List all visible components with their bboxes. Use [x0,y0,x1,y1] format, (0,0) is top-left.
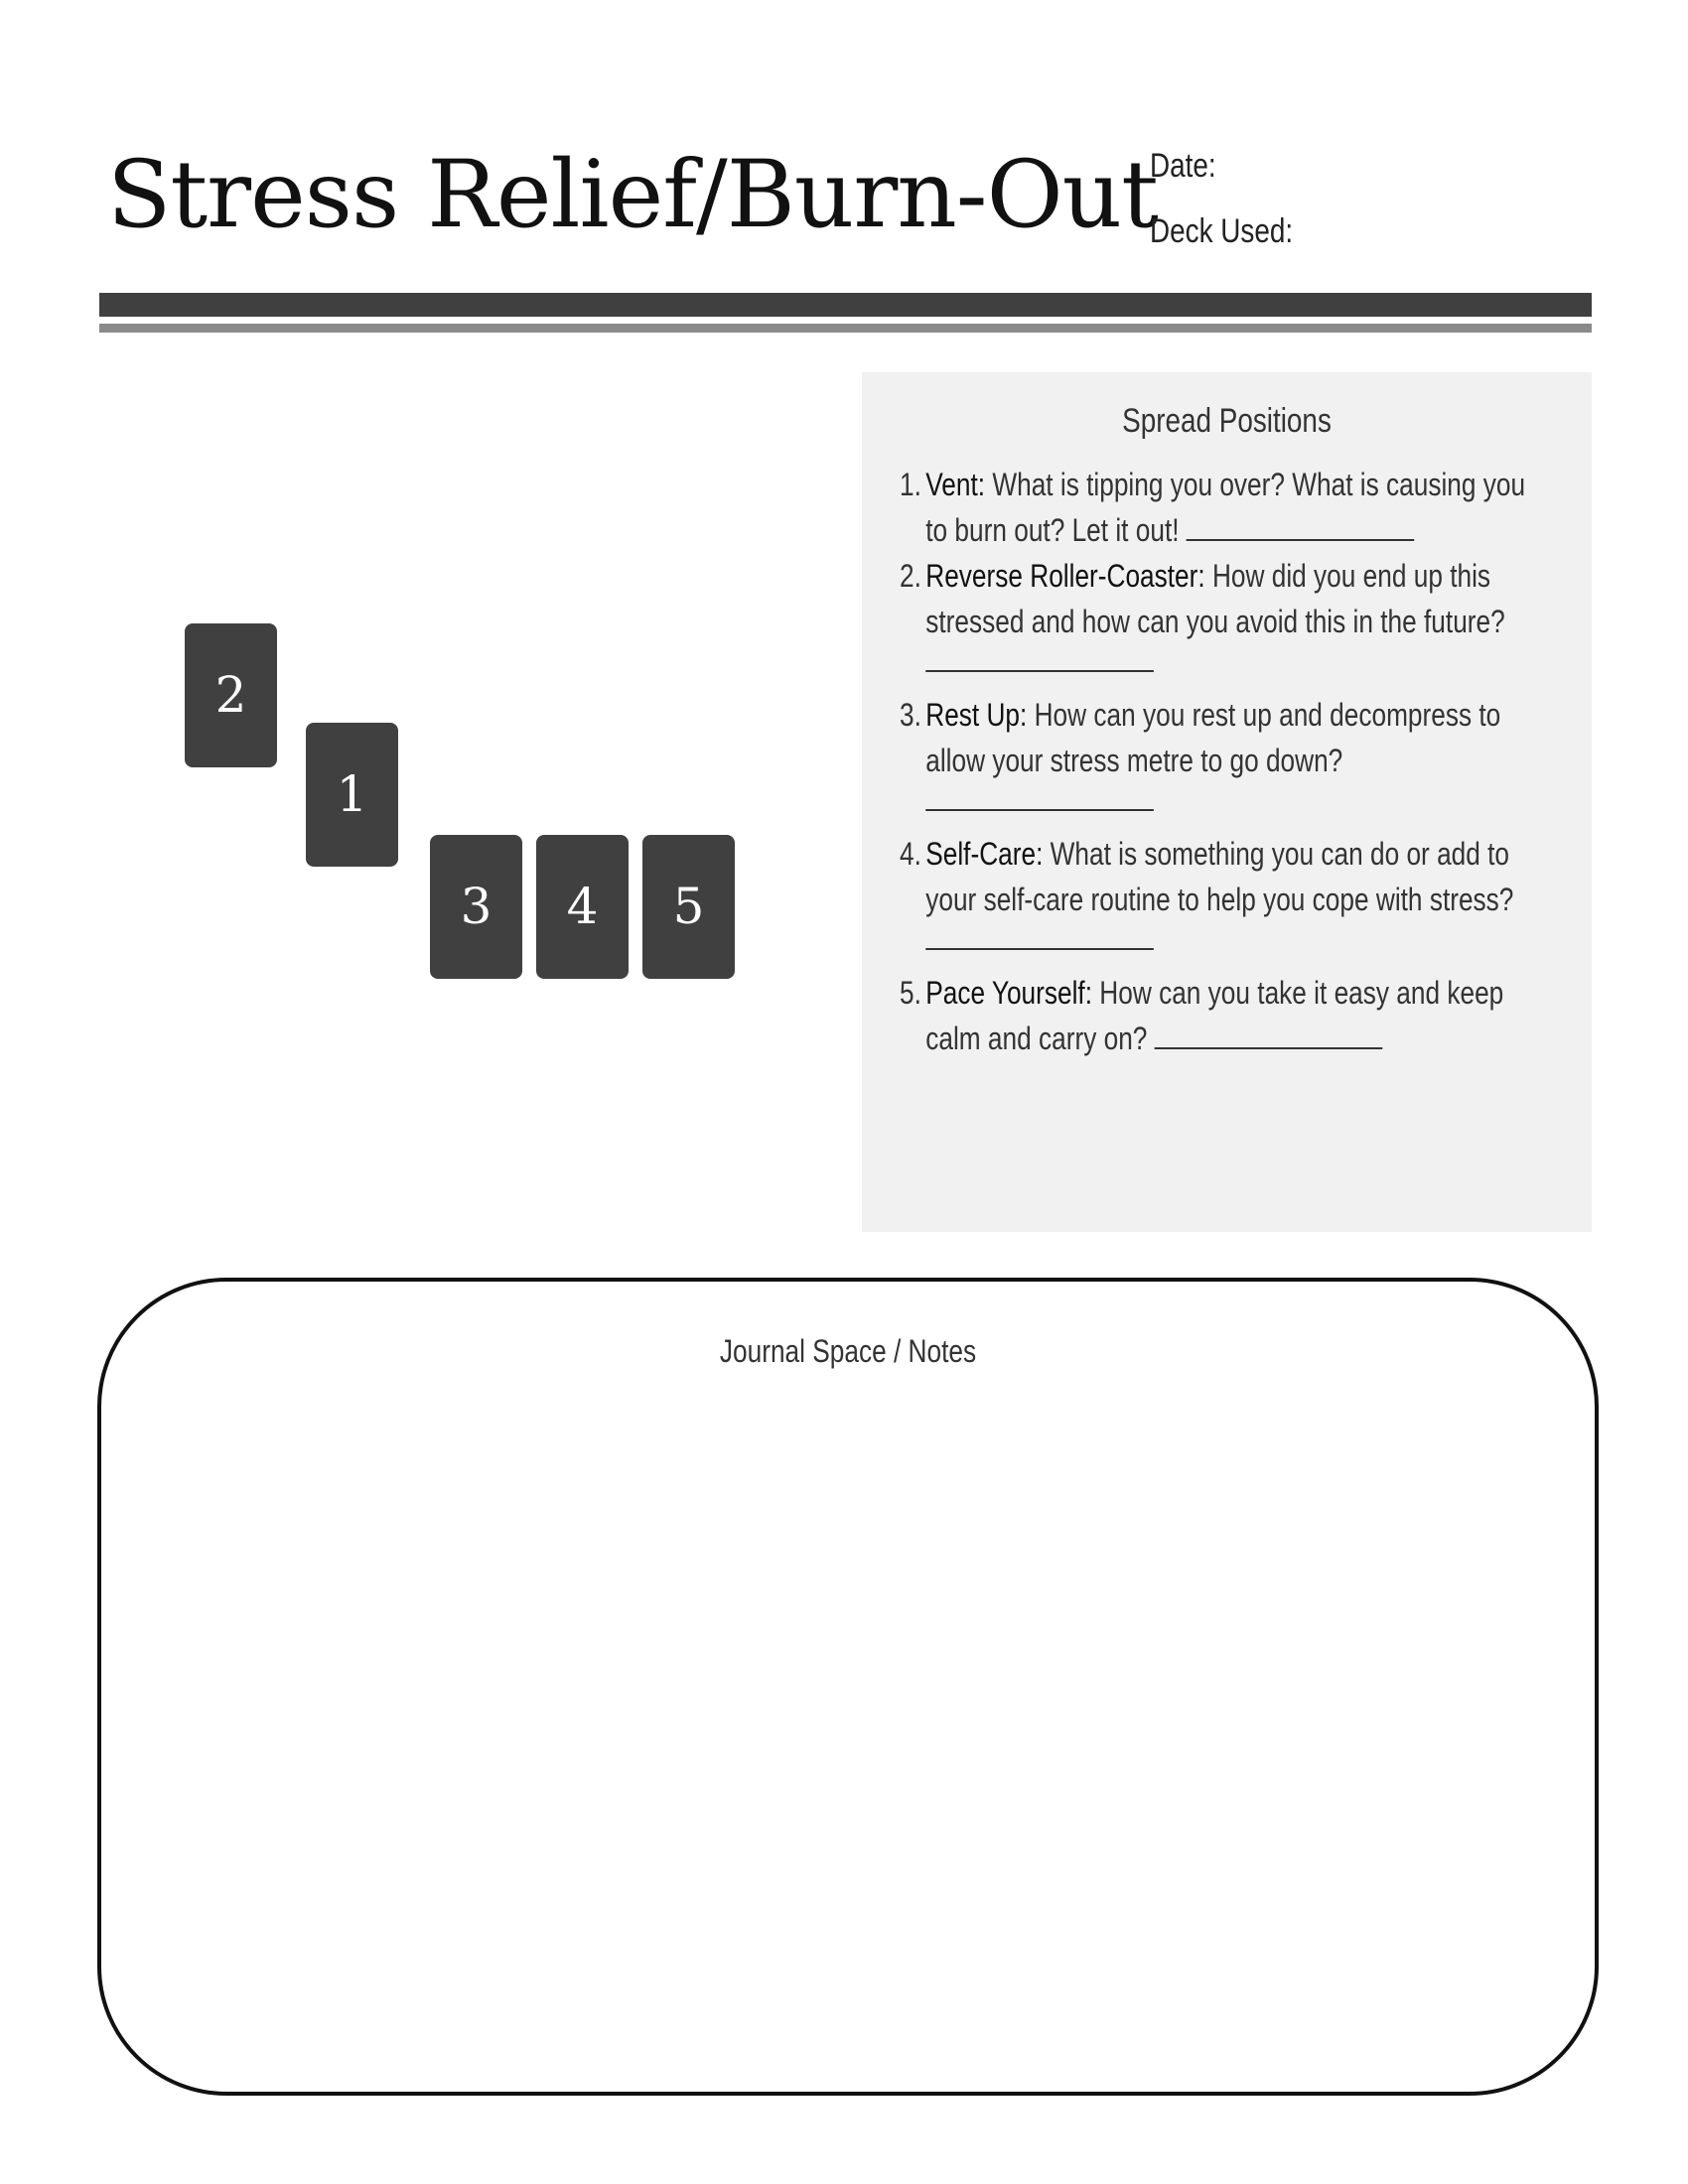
card-position-3: 3 [430,835,522,979]
card-position-1: 1 [306,723,398,867]
answer-line[interactable] [925,644,1154,672]
position-number: 4. [900,836,921,872]
position-item-vent [900,462,1535,553]
position-number: 3. [900,697,921,733]
page-title: Stress Relief/Burn-Out [107,141,1158,249]
answer-line[interactable] [1155,1016,1383,1049]
position-question: How can you take it easy and keep calm and carry on? [925,975,1504,1056]
position-number: 2. [900,558,921,594]
position-name: Rest Up: [925,697,1028,733]
date-label: Date: [1150,147,1216,185]
position-question: How did you end up this stressed and how can you avoid this in the future? [925,558,1505,639]
position-item-reverse-roller-coaster [900,553,1535,672]
spread-positions-heading: Spread Positions [1122,402,1332,440]
header-divider-thick [99,293,1592,317]
position-item-rest-up [900,692,1535,811]
journal-notes-box[interactable] [97,1278,1599,2096]
card-position-4: 4 [536,835,629,979]
spread-positions-panel [862,372,1592,1232]
position-question: What is something you can do or add to your self-care routine to help you cope with stress? [925,836,1514,917]
card-position-2: 2 [185,623,277,767]
position-question: What is tipping you over? What is causing you to burn out? Let it out! [925,467,1526,548]
answer-line[interactable] [1187,507,1415,541]
position-number: 5. [900,975,921,1011]
header-divider-thin [99,324,1592,333]
position-name: Reverse Roller-Coaster: [925,558,1205,594]
card-position-5: 5 [642,835,735,979]
position-name: Vent: [925,467,986,502]
answer-line[interactable] [925,783,1154,811]
position-item-pace-yourself [900,970,1535,1061]
position-number: 1. [900,467,921,502]
answer-line[interactable] [925,922,1154,950]
position-name: Self-Care: [925,836,1044,872]
journal-notes-label: Journal Space / Notes [719,1333,977,1369]
position-item-self-care [900,831,1535,950]
position-question: How can you rest up and decompress to allow your stress metre to go down? [925,697,1501,778]
position-name: Pace Yourself: [925,975,1093,1011]
spread-positions-list [900,462,1535,1061]
deck-used-label: Deck Used: [1150,212,1294,250]
